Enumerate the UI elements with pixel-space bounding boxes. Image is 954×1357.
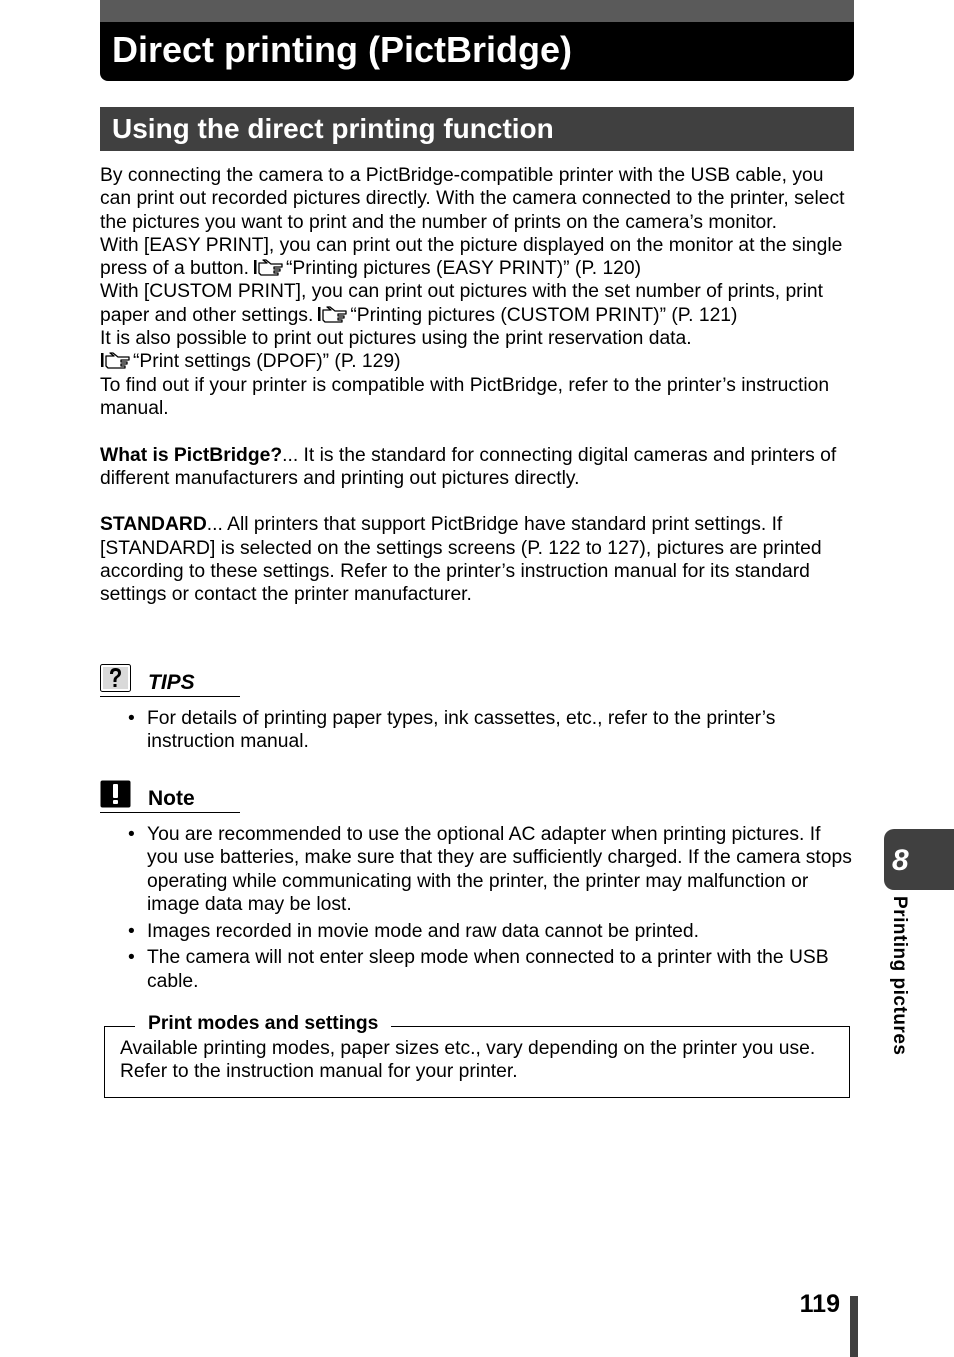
dpof-ref[interactable]: “Print settings (DPOF)” (P. 129) <box>133 351 401 373</box>
easy-print-paragraph <box>100 234 854 281</box>
note-item-text: You are recommended to use the optional AC adapter when printing pictures. If you use batteries, make sure that they are sufficiently charged. If the camera stops operating while communicating with the printer, the printer may malfunction or image data may be lost. <box>147 824 852 915</box>
body-text <box>100 164 854 607</box>
section-title: Using the direct printing function <box>112 113 554 144</box>
compatibility-paragraph: To find out if your printer is compatible with PictBridge, refer to the printer’s instruction manual. <box>100 374 830 419</box>
tips-label: TIPS <box>148 671 195 694</box>
box-title: Print modes and settings <box>135 1011 391 1037</box>
chapter-number: 8 <box>892 844 909 877</box>
easy-print-ref[interactable]: “Printing pictures (EASY PRINT)” (P. 120) <box>286 258 642 280</box>
note-label: Note <box>148 787 195 810</box>
list-item <box>100 707 854 754</box>
bullet: • <box>128 920 135 942</box>
spacer <box>100 420 854 443</box>
note-heading <box>100 780 240 813</box>
reservation-paragraph: It is also possible to print out pictures using the print reservation data. <box>100 328 692 350</box>
page-title: Direct printing (PictBridge) <box>112 29 573 70</box>
dpof-paragraph <box>100 350 854 373</box>
list-item <box>100 920 854 943</box>
chapter-label-text: Printing pictures <box>889 896 910 1056</box>
exclamation-icon <box>100 780 131 808</box>
definition-term: What is PictBridge? <box>100 444 283 466</box>
pointing-hand-icon <box>253 258 284 276</box>
definition-text: ... All printers that support PictBridge have standard print settings. If [STANDARD] is selected on the settings screens (P. 122 to 127), pictures are printed according to these settings. Refer to the printer’s instruction manual for its standard settings or contact the printer manufacturer. <box>100 514 822 606</box>
bullet: • <box>128 708 135 729</box>
page-bar <box>850 1296 858 1357</box>
tips-list <box>100 707 854 757</box>
definition-term: STANDARD <box>100 514 207 536</box>
title-bar <box>100 0 854 81</box>
note-item-text: The camera will not enter sleep mode when connected to a printer with the USB cable. <box>147 947 829 992</box>
chapter-label <box>884 896 914 1096</box>
easy-print-text: With [EASY PRINT], you can print out the picture displayed on the monitor at the single press of a button. <box>100 234 843 280</box>
intro-paragraph: By connecting the camera to a PictBridge-compatible printer with the USB cable, you can print out recorded pictures directly. With the camera connected to the printer, select the pictures you want to print and the number of prints on the camera’s monitor. <box>100 165 845 233</box>
definition-text: ... It is the standard for connecting digital cameras and printers of different manufacturers and printing out pictures directly. <box>100 444 837 489</box>
custom-print-paragraph <box>100 280 854 327</box>
box-text: Available printing modes, paper sizes etc., vary depending on the printer you use. Refer to the instruction manual for your printer. <box>120 1038 816 1083</box>
pointing-hand-icon <box>317 305 348 323</box>
section-bar <box>100 107 854 151</box>
note-list <box>100 823 854 997</box>
print-modes-box <box>104 1013 850 1098</box>
bullet: • <box>128 824 135 845</box>
tips-item-text: For details of printing paper types, ink cassettes, etc., refer to the printer’s instruction manual. <box>147 708 776 753</box>
custom-print-ref[interactable]: “Printing pictures (CUSTOM PRINT)” (P. 121) <box>350 304 738 326</box>
bullet: • <box>128 947 135 969</box>
question-mark-icon <box>100 664 131 692</box>
pointing-hand-icon <box>100 351 131 369</box>
title-bar-strip <box>100 0 854 22</box>
spacer <box>100 490 854 513</box>
chapter-tab[interactable] <box>884 829 954 890</box>
note-item-text: Images recorded in movie mode and raw data cannot be printed. <box>147 920 699 942</box>
page-number: 119 <box>799 1290 840 1318</box>
list-item <box>100 946 854 993</box>
list-item <box>100 823 854 916</box>
definition-pictbridge <box>100 444 854 491</box>
tips-heading <box>100 664 240 697</box>
custom-print-text: With [CUSTOM PRINT], you can print out pictures with the set number of prints, print paper and other settings. <box>100 281 823 326</box>
definition-standard <box>100 513 854 606</box>
